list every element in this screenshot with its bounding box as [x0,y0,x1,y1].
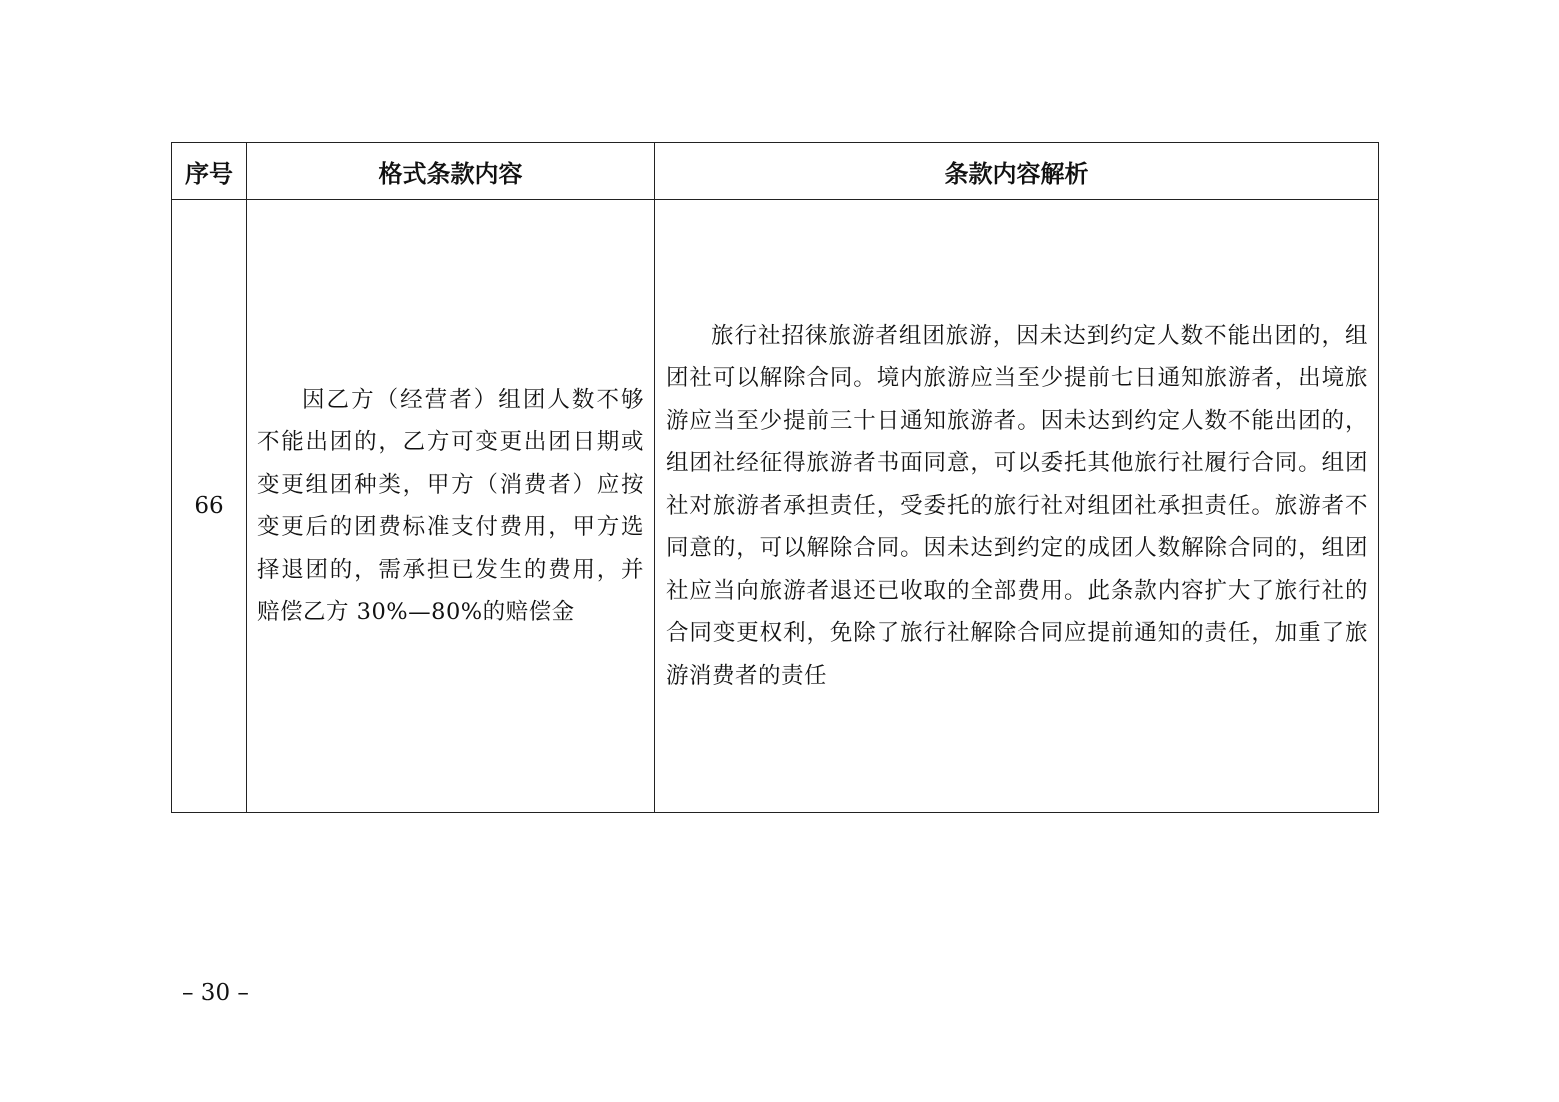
table-row [172,200,1379,813]
row-number: 66 [172,200,247,813]
clause-table [171,142,1379,813]
row-analysis-text: 旅行社招徕旅游者组团旅游，因未达到约定人数不能出团的，组团社可以解除合同。境内旅游应当至少提前七日通知旅游者，出境旅游应当至少提前三十日通知旅游者。因未达到约定人数不能出团的，组团社经征得旅游者书面同意，可以委托其他旅行社履行合同。组团社对旅游者承担责任，受委托的旅行社对组团社承担责任。旅游者不同意的，可以解除合同。因未达到约定的成团人数解除合同的，组团社应当向旅游者退还已收取的全部费用。此条款内容扩大了旅行社的合同变更权利，免除了旅行社解除合同应提前通知的责任，加重了旅游消费者的责任 [655,200,1379,813]
header-clause: 格式条款内容 [247,143,655,200]
header-number: 序号 [172,143,247,200]
table-header-row [172,143,1379,200]
row-clause-text: 因乙方（经营者）组团人数不够不能出团的，乙方可变更出团日期或变更组团种类，甲方（消费者）应按变更后的团费标准支付费用，甲方选择退团的，需承担已发生的费用，并赔偿乙方 30%—80%的赔偿金 [247,200,655,813]
header-analysis: 条款内容解析 [655,143,1379,200]
page-number: – 30 – [182,980,249,1006]
